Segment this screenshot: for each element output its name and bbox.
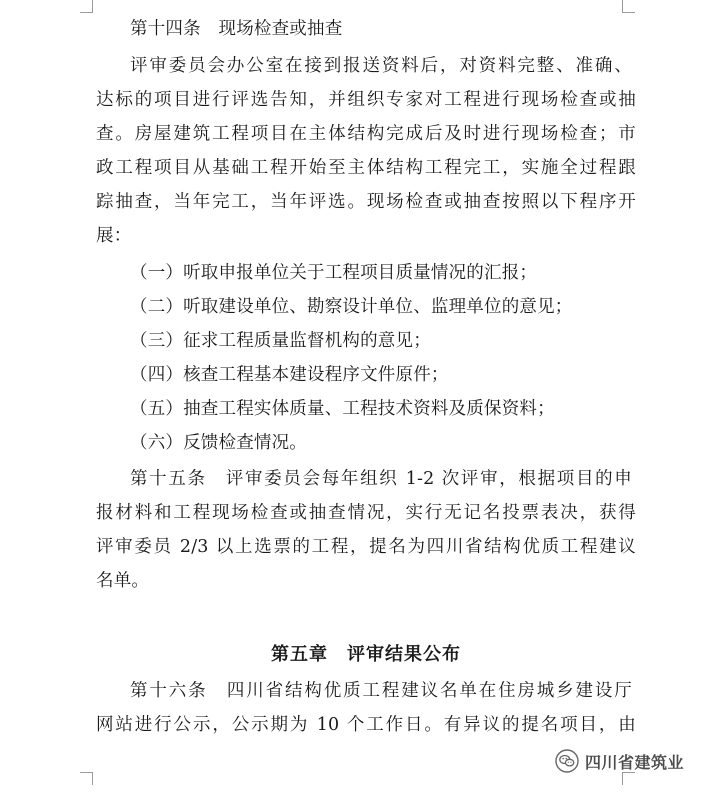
procedure-item-5: （五）抽查工程实体质量、工程技术资料及质保资料；: [130, 399, 555, 419]
page-corner-mark-top-right: [622, 0, 635, 13]
article-14-line-2: 达标的项目进行评选告知，并组织专家对工程进行现场检查或抽: [96, 90, 636, 110]
article-14-line-3: 查。房屋建筑工程项目在主体结构完成后及时进行现场检查；市: [96, 124, 636, 144]
article-14-line-5: 踪抽查，当年完工，当年评选。现场检查或抽查按照以下程序开: [96, 192, 636, 212]
article-15-line-4: 名单。: [96, 571, 150, 591]
article-15-line-3: 评审委员 2/3 以上选票的工程，提名为四川省结构优质工程建议: [96, 537, 636, 557]
page-corner-mark-top-left: [80, 0, 93, 13]
procedure-item-4: （四）核查工程基本建设程序文件原件；: [130, 365, 449, 385]
article-14-heading: 第十四条 现场检查或抽查: [130, 19, 343, 39]
page-corner-mark-bottom-left: [80, 772, 93, 785]
watermark-text: 四川省建筑业: [585, 752, 685, 772]
article-14-line-1: 评审委员会办公室在接到报送资料后，对资料完整、准确、: [130, 56, 632, 76]
procedure-item-3: （三）征求工程质量监督机构的意见；: [130, 331, 431, 351]
article-14-line-4: 政工程项目从基础工程开始至主体结构工程完工，实施全过程跟: [96, 158, 636, 178]
article-15-line-1: 第十五条 评审委员会每年组织 1-2 次评审，根据项目的申: [130, 469, 632, 489]
article-14-line-6: 展：: [96, 226, 132, 246]
wechat-icon: [555, 749, 579, 773]
procedure-item-6: （六）反馈检查情况。: [130, 433, 307, 453]
article-16-line-1: 第十六条 四川省结构优质工程建议名单在住房城乡建设厅: [130, 681, 632, 701]
article-15-line-2: 报材料和工程现场检查或抽查情况，实行无记名投票表决，获得: [96, 503, 636, 523]
chapter-5-title: 第五章 评审结果公布: [271, 644, 461, 665]
article-16-line-2: 网站进行公示，公示期为 10 个工作日。有异议的提名项目，由: [96, 715, 636, 735]
procedure-item-2: （二）听取建设单位、勘察设计单位、监理单位的意见；: [130, 297, 573, 317]
wechat-watermark: [555, 748, 684, 774]
procedure-item-1: （一）听取申报单位关于工程项目质量情况的汇报；: [130, 263, 538, 283]
